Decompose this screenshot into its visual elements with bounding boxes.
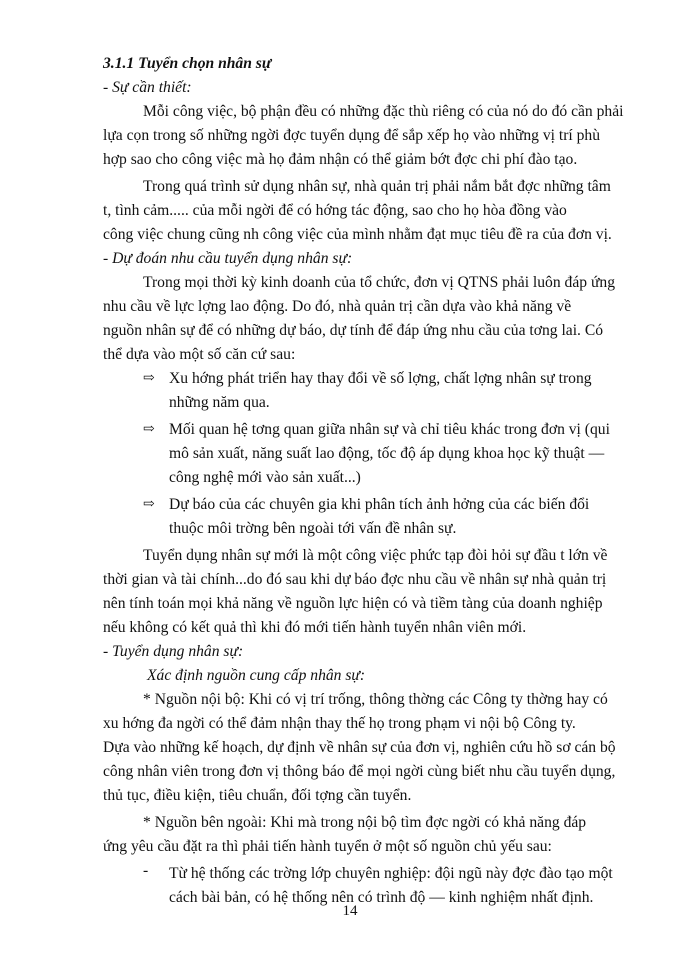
dash-bullet: - (143, 862, 149, 879)
subheading-need: - Sự cần thiết: (103, 79, 192, 96)
para4-line: nên tính toán mọi khả năng về nguồn lực hiện có và tiềm tàng của doanh nghiệp (103, 595, 603, 612)
para2-line: t, tình cảm..... của mỗi ngời để có hớng tác động, sao cho họ hòa đồng vào (103, 202, 567, 219)
para3-line: Trong mọi thời kỳ kinh doanh của tổ chức, đơn vị QTNS phải luôn đáp ứng (143, 274, 616, 291)
last-item-line: Từ hệ thống các trờng lớp chuyên nghiệp: đội ngũ này đợc đào tạo một (169, 865, 613, 882)
para1-line: lựa cọn trong số những ngời đợc tuyển dụng để sắp xếp họ vào những vị trí phù (103, 127, 601, 144)
subheading-forecast: - Dự đoán nhu cầu tuyển dụng nhân sự: (103, 250, 353, 267)
bullet2-line: công nghệ mới vào sản xuất...) (169, 469, 361, 486)
para5-line: Dựa vào những kế hoạch, dự định về nhân sự của đơn vị, nghiên cứu hồ sơ cán bộ (103, 739, 616, 756)
bullet1-line: Xu hớng phát triển hay thay đổi về số lợng, chất lợng nhân sự trong (169, 370, 592, 387)
para5-line: thủ tục, điều kiện, tiêu chuẩn, đối tợng cần tuyển. (103, 787, 412, 804)
para4-line: nếu không có kết quả thì khi đó mới tiến hành tuyển nhân viên mới. (103, 619, 527, 636)
para2-line: công việc chung cũng nh công việc của mình nhằm đạt mục tiêu đề ra của đơn vị. (103, 226, 612, 243)
para6-line: ứng yêu cầu đặt ra thì phải tiến hành tuyển ở một số nguồn chủ yếu sau: (103, 838, 552, 855)
para1-line: hợp sao cho công việc mà họ đảm nhận có thể giảm bớt đợc chi phí đào tạo. (103, 151, 578, 168)
para3-line: nguồn nhân sự để có những dự báo, dự tính để đáp ứng nhu cầu của tơng lai. Có (103, 322, 604, 339)
bullet3-line: thuộc môi trờng bên ngoài tới vấn đề nhân sự. (169, 520, 457, 537)
subheading-source: Xác định nguồn cung cấp nhân sự: (147, 667, 366, 684)
bullet3-line: Dự báo của các chuyên gia khi phân tích ảnh hởng của các biến đổi (169, 496, 590, 513)
bullet1-line: những năm qua. (169, 394, 270, 411)
para5-line: * Nguồn nội bộ: Khi có vị trí trống, thông thờng các Công ty thờng hay có (143, 691, 608, 708)
subheading-recruit: - Tuyển dụng nhân sự: (103, 643, 244, 660)
para5-line: xu hớng đa ngời có thể đảm nhận thay thế họ trong phạm vi nội bộ Công ty. (103, 715, 576, 732)
para4-line: thời gian và tài chính...do đó sau khi dự báo đợc nhu cầu về nhân sự nhà quản trị (103, 571, 607, 588)
para2-line: Trong quá trình sử dụng nhân sự, nhà quản trị phải nắm bắt đợc những tâm (143, 178, 611, 195)
para3-line: thể dựa vào một số căn cứ sau: (103, 346, 296, 363)
para3-line: nhu cầu về lực lợng lao động. Do đó, nhà quản trị cần dựa vào khả năng về (103, 298, 572, 315)
para1-line: Mỗi công việc, bộ phận đều có những đặc thù riêng có của nó do đó cần phải (143, 103, 624, 120)
arrow-bullet-icon: ⇨ (143, 497, 155, 512)
page-number: 14 (342, 903, 358, 919)
arrow-bullet-icon: ⇨ (143, 422, 155, 437)
bullet2-line: Mối quan hệ tơng quan giữa nhân sự và chỉ tiêu khác trong đơn vị (qui (169, 421, 610, 438)
para6-line: * Nguồn bên ngoài: Khi mà trong nội bộ tìm đợc ngời có khả năng đáp (143, 814, 587, 831)
last-item-line: cách bài bản, có hệ thống nên có trình độ — kinh nghiệm nhất định. (169, 889, 594, 906)
para5-line: công nhân viên trong đơn vị thông báo để mọi ngời cùng biết nhu cầu tuyển dụng, (103, 763, 616, 780)
bullet2-line: mô sản xuất, năng suất lao động, tốc độ áp dụng khoa học kỹ thuật — (169, 445, 605, 462)
section-title: 3.1.1 Tuyển chọn nhân sự (103, 55, 272, 72)
arrow-bullet-icon: ⇨ (143, 371, 155, 386)
para4-line: Tuyển dụng nhân sự mới là một công việc phức tạp đòi hỏi sự đầu t lớn về (143, 547, 608, 564)
